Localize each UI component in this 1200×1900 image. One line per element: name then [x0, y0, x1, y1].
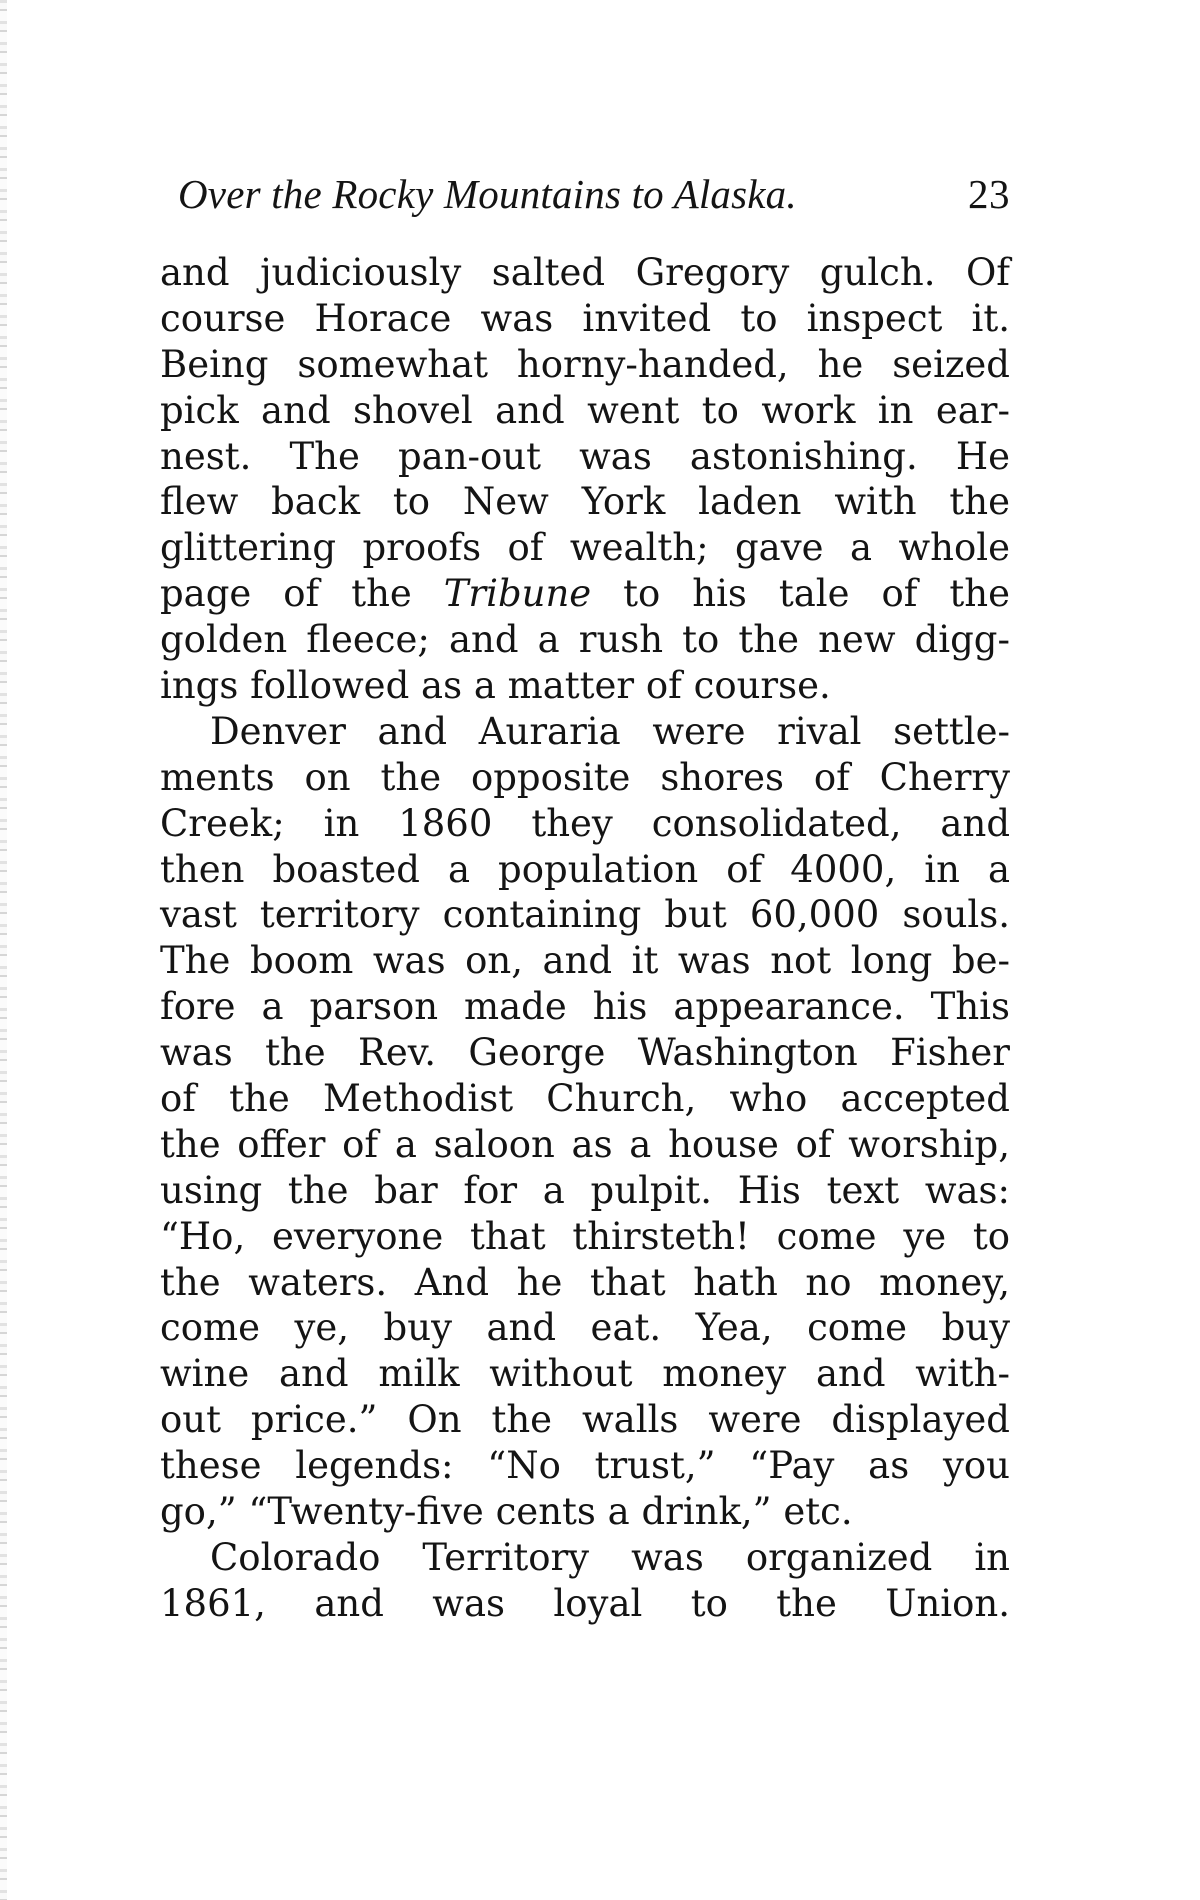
text-line: the waters. And he that hath no money,	[160, 1260, 1010, 1304]
text-line: then boasted a population of 4000, in a	[160, 847, 1010, 891]
text-line: flew back to New York laden with the	[160, 480, 1010, 524]
text-line: pick and shovel and went to work in ear-	[160, 388, 1010, 432]
body-text	[160, 250, 1010, 1627]
text-line: and judiciously salted Gregory gulch. Of	[160, 251, 1010, 294]
scan-edge-shadow	[0, 0, 7, 1900]
text-line: course Horace was invited to inspect it.	[160, 296, 1010, 340]
text-line: fore a parson made his appearance. This	[160, 985, 1010, 1029]
text-line: go,” “Twenty-five cents a drink,” etc.	[160, 1490, 853, 1534]
text-line-paragraph-start: Denver and Auraria were rival settle-	[210, 709, 1010, 753]
running-title: Over the Rocky Mountains to Alaska.	[178, 171, 797, 217]
text-line: golden fleece; and a rush to the new digg-	[160, 618, 1010, 662]
italic-title-tribune: Tribune	[443, 572, 592, 616]
text-line: these legends: “No trust,” “Pay as you	[160, 1444, 1010, 1488]
text-line-with-italic	[160, 571, 1010, 617]
text-line: vast territory containing but 60,000 souls.	[160, 893, 1010, 937]
text-line: the offer of a saloon as a house of worship,	[160, 1122, 1010, 1166]
text-line: was the Rev. George Washington Fisher	[160, 1031, 1010, 1075]
text-fragment: page of the	[160, 572, 444, 616]
text-line: ments on the opposite shores of Cherry	[160, 755, 1010, 799]
text-line: wine and milk without money and with-	[160, 1352, 1010, 1396]
text-fragment: to his tale of the	[591, 572, 1010, 616]
text-line: using the bar for a pulpit. His text was:	[160, 1168, 1010, 1212]
text-line: come ye, buy and eat. Yea, come buy	[160, 1306, 1010, 1350]
text-line: ings followed as a matter of course.	[160, 664, 831, 708]
text-line-paragraph-start: Colorado Territory was organized in	[210, 1535, 1010, 1579]
page-number: 23	[968, 171, 1010, 217]
page-header	[178, 166, 1010, 222]
text-line: The boom was on, and it was not long be-	[160, 939, 1010, 983]
text-line: nest. The pan-out was astonishing. He	[160, 434, 1010, 478]
text-line: Being somewhat horny-handed, he seized	[160, 342, 1010, 386]
text-line: glittering proofs of wealth; gave a whole	[160, 526, 1010, 570]
text-line: “Ho, everyone that thirsteth! come ye to	[160, 1214, 1010, 1258]
text-line: 1861, and was loyal to the Union.	[160, 1581, 1010, 1625]
text-line: out price.” On the walls were displayed	[160, 1398, 1010, 1442]
text-line: Creek; in 1860 they consolidated, and	[160, 801, 1010, 845]
text-line: of the Methodist Church, who accepted	[160, 1077, 1010, 1121]
